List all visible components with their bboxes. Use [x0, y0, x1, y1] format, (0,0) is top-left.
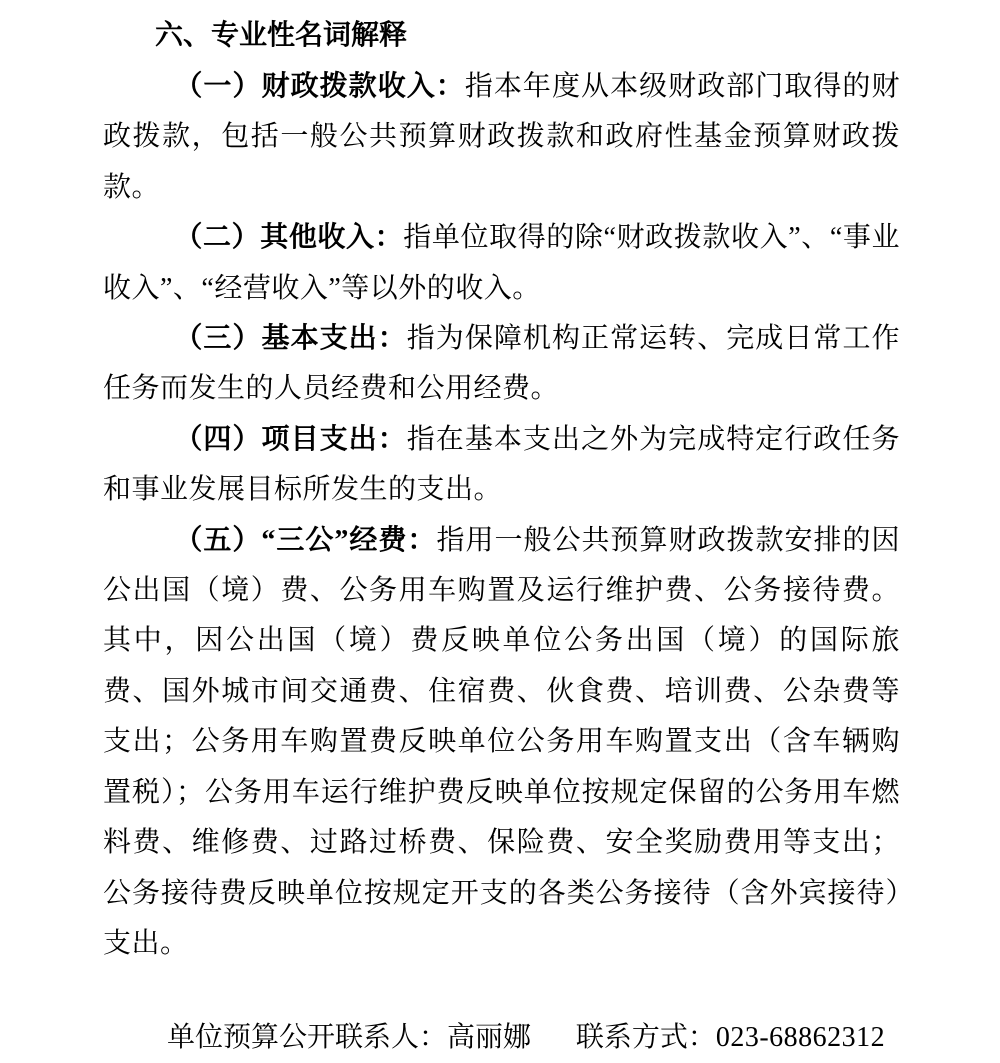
definition-body: 指用一般公共预算财政拨款安排的因公出国（境）费、公务用车购置及运行维护费、公务接待费。其中，因公出国（境）费反映单位公务出国（境）的国际旅费、国外城市间交通费、住宿费、伙食费、培训费、公杂费等支出；公务用车购置费反映单位公务用车购置支出（含车辆购置税）；公务用车运行维护费反映单位按规定保留的公务用车燃料费、维修费、过路过桥费、保险费、安全奖励费用等支出；公务接待费反映单位按规定开支的各类公务接待（含外宾接待）支出。: [103, 524, 900, 959]
definition-term: （一）财政拨款收入：: [174, 71, 465, 102]
contact-name: 高丽娜: [447, 1022, 532, 1054]
contact-label: 单位预算公开联系人：: [167, 1022, 448, 1054]
definition-paragraph-basic-expenditure: [103, 314, 900, 415]
definition-paragraph-three-public-funds: [103, 516, 900, 970]
phone-label: 联系方式：: [575, 1022, 716, 1054]
definition-body: 指为保障机构正常运转、完成日常工作任务而发生的人员经费和公用经费。: [103, 323, 900, 405]
definition-body: 指在基本支出之外为完成特定行政任务和事业发展目标所发生的支出。: [103, 423, 900, 506]
definition-term: （三）基本支出：: [174, 323, 407, 355]
definition-paragraph-other-income: [103, 213, 900, 314]
definition-term: （四）项目支出：: [174, 423, 407, 455]
definition-term: （二）其他收入：: [174, 222, 404, 254]
definition-paragraph-project-expenditure: [103, 415, 900, 516]
contact-footer: [103, 1013, 900, 1063]
definition-body: 指本年度从本级财政部门取得的财政拨款，包括一般公共预算财政拨款和政府性基金预算财政拨款。: [103, 71, 900, 203]
section-title: 六、专业性名词解释: [155, 19, 408, 50]
definition-paragraph-fiscal-appropriation-income: [103, 62, 900, 213]
phone-number: 023-68862312: [715, 1022, 886, 1054]
definition-term: （五）“三公”经费：: [174, 524, 437, 556]
definition-body: 指单位取得的除“财政拨款收入”、“事业收入”、“经营收入”等以外的收入。: [103, 222, 900, 304]
